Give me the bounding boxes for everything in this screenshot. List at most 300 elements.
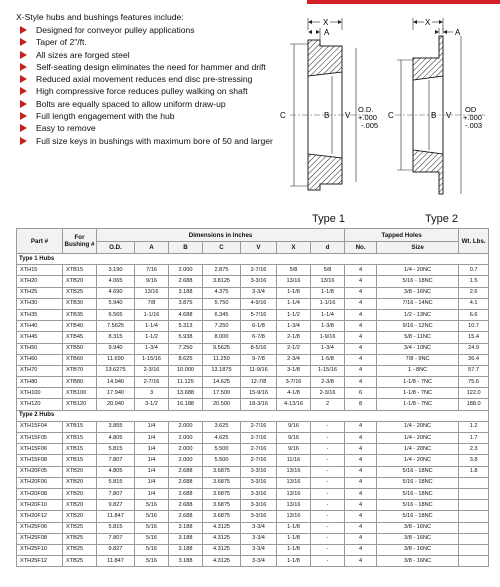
table-cell: 1-1/8 - 7NC [377, 388, 459, 399]
type2-b-label: B [431, 111, 437, 120]
table-cell: 5/8 - 11NC [377, 332, 459, 343]
table-cell: 11.125 [169, 377, 203, 388]
table-cell: XTH25F12 [17, 556, 63, 567]
header-c: C [203, 242, 241, 254]
type2-v-label: V [446, 111, 452, 120]
table-cell: 5/16 [135, 522, 169, 533]
table-cell: 1-1/4 [277, 298, 311, 309]
table-cell: 3.6875 [203, 477, 241, 488]
header-wt: Wt. Lbs. [459, 229, 489, 254]
table-cell: 4 [345, 556, 377, 567]
table-cell: 3.8125 [203, 276, 241, 287]
table-cell: 14.625 [203, 377, 241, 388]
table-cell: 4 [345, 287, 377, 298]
table-cell: 17.940 [97, 388, 135, 399]
table-cell: 11.690 [97, 354, 135, 365]
feature-item [16, 111, 286, 121]
table-cell: XTB15 [63, 265, 97, 276]
table-cell: 3-3/4 [241, 533, 277, 544]
table-cell: XTB80 [63, 377, 97, 388]
table-cell: 13/16 [277, 500, 311, 511]
table-cell: 4 [345, 477, 377, 488]
table-cell: 5.750 [203, 298, 241, 309]
table-cell: 2.000 [169, 433, 203, 444]
table-cell: XTB20 [63, 276, 97, 287]
table-cell: 1-3/4 [311, 343, 345, 354]
table-cell: 1.5 [459, 276, 489, 287]
table-cell: 14.940 [97, 377, 135, 388]
table-cell [459, 544, 489, 555]
table-cell: 3/4 - 10NC [377, 343, 459, 354]
header-dimensions: Dimensions in Inches [97, 229, 345, 242]
table-cell: XTH15F08 [17, 455, 63, 466]
arrow-bullet-icon [20, 124, 27, 132]
table-cell: 5/8 [311, 265, 345, 276]
table-cell: 3.188 [169, 556, 203, 567]
table-cell: 3-1/2 [135, 399, 169, 410]
arrow-bullet-icon [20, 100, 27, 108]
header-b: B [169, 242, 203, 254]
table-cell: 6.345 [203, 309, 241, 320]
table-cell: 6-7/8 [241, 332, 277, 343]
table-row [17, 522, 489, 533]
type1-od-label: O.D. [358, 105, 374, 114]
header-x: X [277, 242, 311, 254]
table-cell: 4.3125 [203, 556, 241, 567]
table-cell: XTB45 [63, 332, 97, 343]
table-cell: XTB25 [63, 544, 97, 555]
table-cell: 1-1/8 - 7NC [377, 399, 459, 410]
header-accent-bar [307, 0, 500, 4]
table-cell [459, 511, 489, 522]
table-cell: 5/16 [135, 544, 169, 555]
table-cell: 2-7/16 [241, 433, 277, 444]
type1-v-label: V [345, 111, 351, 120]
table-cell: XTH15F06 [17, 444, 63, 455]
type2-tol-minus: -.003 [465, 121, 483, 130]
feature-text: High compressive force reduces pulley walking on shaft [36, 86, 248, 97]
table-cell: 2.000 [169, 455, 203, 466]
table-cell: 15.4 [459, 332, 489, 343]
table-cell: 4.375 [203, 287, 241, 298]
table-cell: 4.688 [169, 309, 203, 320]
table-cell: XTH100 [17, 388, 63, 399]
table-row [17, 544, 489, 555]
table-cell: 12-7/8 [241, 377, 277, 388]
table-cell: 2-3/4 [277, 354, 311, 365]
table-cell: 5/16 - 18NC [377, 477, 459, 488]
table-cell: 4 [345, 276, 377, 287]
table-cell: XTH35 [17, 309, 63, 320]
table-cell: 2.688 [169, 477, 203, 488]
table-cell: 3 [135, 388, 169, 399]
table-cell: 11.847 [97, 556, 135, 567]
table-cell: XTH30 [17, 298, 63, 309]
table-cell: 4 [345, 332, 377, 343]
table-cell: 5/16 - 18NC [377, 500, 459, 511]
table-cell: 7.5625 [97, 321, 135, 332]
table-cell: 13.688 [169, 388, 203, 399]
table-cell: 1-1/8 - 7NC [377, 377, 459, 388]
table-cell: 5.815 [97, 444, 135, 455]
type2-x-label: X [425, 18, 431, 27]
table-cell: XTB25 [63, 287, 97, 298]
table-cell: 11-9/16 [241, 365, 277, 376]
feature-item [16, 74, 286, 84]
type2-a-label: A [455, 28, 461, 37]
table-cell: - [311, 444, 345, 455]
table-cell: XTB25 [63, 522, 97, 533]
table-cell: 2.6 [459, 287, 489, 298]
table-cell: 13/16 [277, 466, 311, 477]
table-row [17, 455, 489, 466]
table-cell: 5/16 - 18NC [377, 488, 459, 499]
feature-item [16, 136, 286, 146]
table-cell: XTB25 [63, 556, 97, 567]
type1-c-label: C [280, 111, 286, 120]
table-cell: 4.1 [459, 298, 489, 309]
table-cell: 5.815 [97, 522, 135, 533]
table-cell: 2.688 [169, 276, 203, 287]
table-cell: 3-3/16 [241, 511, 277, 522]
table-cell: 5.313 [169, 321, 203, 332]
table-cell: 3.188 [169, 544, 203, 555]
feature-text: Self-seating design eliminates the need for hammer and drift [36, 61, 266, 72]
table-cell: 3-3/16 [241, 500, 277, 511]
feature-item [16, 99, 286, 109]
type1-tol-plus: +.000 [358, 113, 377, 122]
table-cell: 13/16 [135, 287, 169, 298]
table-row [17, 287, 489, 298]
table-cell: 1-3/4 [135, 343, 169, 354]
table-cell: 4 [345, 500, 377, 511]
table-row [17, 556, 489, 567]
table-cell: 4 [345, 298, 377, 309]
table-cell: 5-7/16 [241, 309, 277, 320]
table-cell: 7/8 - 9NC [377, 354, 459, 365]
table-cell: - [311, 466, 345, 477]
table-cell: 5.500 [203, 444, 241, 455]
feature-item [16, 25, 286, 35]
table-cell: - [311, 421, 345, 432]
table-cell: 3.875 [169, 298, 203, 309]
table-cell: 5/16 - 18NC [377, 276, 459, 287]
table-cell: 2-7/16 [241, 265, 277, 276]
table-cell: 1-5/8 [311, 354, 345, 365]
table-cell: 4.3125 [203, 522, 241, 533]
table-cell: 3/8 - 16NC [377, 287, 459, 298]
table-cell: 11.250 [203, 354, 241, 365]
table-cell: 1-9/16 [311, 332, 345, 343]
header-a: A [135, 242, 169, 254]
header-size: Size [377, 242, 459, 254]
table-cell: 4 [345, 354, 377, 365]
table-cell: 2.688 [169, 511, 203, 522]
table-row [17, 354, 489, 365]
table-cell: 1/4 - 20NC [377, 433, 459, 444]
feature-text: All sizes are forged steel [36, 49, 130, 60]
type1-a-label: A [324, 28, 330, 37]
table-cell: 1.8 [459, 466, 489, 477]
feature-text: Taper of 2"/ft. [36, 37, 87, 48]
table-cell: 4.805 [97, 466, 135, 477]
table-row [17, 533, 489, 544]
table-cell: 4-1/8 [277, 388, 311, 399]
type2-tol-plus: +.000 [463, 113, 482, 122]
table-cell: 9.827 [97, 500, 135, 511]
table-cell: 9-7/8 [241, 354, 277, 365]
table-cell: 2-3/8 [311, 377, 345, 388]
table-cell: XTB60 [63, 354, 97, 365]
table-cell: 3.188 [169, 287, 203, 298]
section-title: Type 2 Hubs [17, 410, 489, 421]
table-cell: 11.847 [97, 511, 135, 522]
table-row [17, 298, 489, 309]
table-cell: 2.000 [169, 421, 203, 432]
section-row [17, 410, 489, 421]
table-cell: 4 [345, 377, 377, 388]
table-cell: 7.807 [97, 533, 135, 544]
specs-table [16, 228, 489, 567]
table-cell: 7.250 [169, 343, 203, 354]
table-cell: XTH50 [17, 343, 63, 354]
table-row [17, 477, 489, 488]
table-cell: XTB50 [63, 343, 97, 354]
feature-text: Bolts are equally spaced to allow uniform draw-up [36, 98, 226, 109]
type1-tol-minus: -.005 [361, 121, 379, 130]
table-row [17, 276, 489, 287]
header-v: V [241, 242, 277, 254]
table-cell [459, 477, 489, 488]
table-cell: XTH20F10 [17, 500, 63, 511]
table-cell: 3/8 - 16NC [377, 533, 459, 544]
table-cell: XTH15F04 [17, 421, 63, 432]
arrow-bullet-icon [20, 87, 27, 95]
feature-list [16, 25, 286, 148]
table-cell: 11/16 [277, 455, 311, 466]
type2-c-label: C [388, 111, 394, 120]
table-cell: XTB30 [63, 298, 97, 309]
table-cell: XTB15 [63, 444, 97, 455]
feature-item [16, 86, 286, 96]
table-cell: 9.940 [97, 343, 135, 354]
type2-caption: Type 2 [425, 213, 459, 225]
table-cell: 4 [345, 321, 377, 332]
table-cell: 3/8 - 16NC [377, 544, 459, 555]
table-cell: 1.7 [459, 433, 489, 444]
arrow-bullet-icon [20, 26, 27, 34]
table-cell: XTH80 [17, 377, 63, 388]
table-cell: 13/16 [311, 276, 345, 287]
table-cell: 75.6 [459, 377, 489, 388]
table-cell [459, 556, 489, 567]
table-cell: XTH20F06 [17, 477, 63, 488]
feature-item [16, 50, 286, 60]
table-cell: - [311, 488, 345, 499]
feature-text: Full length engagement with the hub [36, 111, 175, 122]
table-cell: XTH15 [17, 265, 63, 276]
table-cell: 1-1/2 [135, 332, 169, 343]
table-row [17, 466, 489, 477]
table-cell: 1/4 [135, 488, 169, 499]
table-cell: 3-1/8 [277, 365, 311, 376]
table-cell: 57.7 [459, 365, 489, 376]
table-cell: XTB15 [63, 455, 97, 466]
table-cell: 4 [345, 533, 377, 544]
table-cell: 4-9/16 [241, 298, 277, 309]
table-cell: 4 [345, 421, 377, 432]
table-cell: XTH20 [17, 276, 63, 287]
table-cell: - [311, 477, 345, 488]
table-cell: 7/8 [135, 298, 169, 309]
table-cell: 5/16 [135, 500, 169, 511]
table-cell: 3/8 - 16NC [377, 522, 459, 533]
table-cell: 2-1/2 [277, 343, 311, 354]
intro-text: X-Style hubs and bushings features include: [16, 12, 184, 22]
table-cell: 9/16 [135, 276, 169, 287]
feature-item [16, 37, 286, 47]
header-bushing: For Bushing # [63, 229, 97, 254]
table-cell: 1/4 [135, 455, 169, 466]
table-cell: XTB20 [63, 500, 97, 511]
header-part: Part # [17, 229, 63, 254]
table-row [17, 343, 489, 354]
table-cell: 8-5/16 [241, 343, 277, 354]
table-cell: XTB20 [63, 488, 97, 499]
table-cell: 4 [345, 265, 377, 276]
table-cell: 2-3/16 [135, 365, 169, 376]
table-cell: 5/16 [135, 511, 169, 522]
table-row [17, 421, 489, 432]
table-cell: 4.805 [97, 433, 135, 444]
table-row [17, 433, 489, 444]
table-row [17, 388, 489, 399]
table-cell: 5/16 [135, 556, 169, 567]
table-cell: 7/16 - 14NC [377, 298, 459, 309]
table-cell: 1-1/4 [311, 309, 345, 320]
table-cell: 3.6875 [203, 466, 241, 477]
table-cell: 4.690 [97, 287, 135, 298]
table-cell: 1/4 [135, 421, 169, 432]
table-cell: 1-1/16 [135, 309, 169, 320]
table-cell: 2-7/16 [241, 444, 277, 455]
table-cell: 24.9 [459, 343, 489, 354]
table-cell: - [311, 511, 345, 522]
table-cell: XTB25 [63, 533, 97, 544]
table-cell: 5/16 - 18NC [377, 466, 459, 477]
table-cell: 1/4 [135, 477, 169, 488]
table-cell: 2-7/16 [135, 377, 169, 388]
table-cell [459, 500, 489, 511]
table-cell: 7/16 [135, 265, 169, 276]
table-cell: 7.807 [97, 455, 135, 466]
table-cell: 1/4 - 20NC [377, 265, 459, 276]
table-cell: - [311, 433, 345, 444]
table-cell: 4 [345, 309, 377, 320]
table-cell: 2.688 [169, 488, 203, 499]
table-cell: 2.688 [169, 466, 203, 477]
section-title: Type 1 Hubs [17, 254, 489, 265]
table-cell: 13/16 [277, 488, 311, 499]
table-cell: XTH20F08 [17, 488, 63, 499]
table-row [17, 377, 489, 388]
table-cell: XTH20F05 [17, 466, 63, 477]
table-cell: 3-3/16 [241, 477, 277, 488]
table-cell: 3.6875 [203, 500, 241, 511]
table-cell: 1-3/4 [277, 321, 311, 332]
table-cell: 2.000 [169, 265, 203, 276]
table-row [17, 365, 489, 376]
table-cell: XTH60 [17, 354, 63, 365]
table-cell: 1/4 [135, 433, 169, 444]
table-cell: XTH20F12 [17, 511, 63, 522]
table-cell: 9.827 [97, 544, 135, 555]
feature-item [16, 62, 286, 72]
arrow-bullet-icon [20, 51, 27, 59]
section-row [17, 254, 489, 265]
table-row [17, 321, 489, 332]
table-cell: 122.0 [459, 388, 489, 399]
table-cell: 4.3125 [203, 544, 241, 555]
table-cell: 3.6875 [203, 488, 241, 499]
table-cell: XTB20 [63, 511, 97, 522]
table-cell: 1-15/16 [135, 354, 169, 365]
table-cell: 0.7 [459, 265, 489, 276]
table-row [17, 500, 489, 511]
table-cell: 13/16 [277, 511, 311, 522]
feature-item [16, 123, 286, 133]
feature-text: Designed for conveyor pulley applications [36, 25, 195, 35]
table-cell: 20.940 [97, 399, 135, 410]
table-cell: 7.250 [203, 321, 241, 332]
table-cell: XTH40 [17, 321, 63, 332]
type2-od-label: OD [465, 105, 477, 114]
table-cell: 4.065 [97, 276, 135, 287]
table-cell: - [311, 544, 345, 555]
table-cell: XTB15 [63, 421, 97, 432]
table-cell: 3.625 [203, 421, 241, 432]
table-cell: 1-1/8 [277, 522, 311, 533]
table-cell: XTH25F06 [17, 522, 63, 533]
table-cell: 5.940 [97, 298, 135, 309]
table-cell: XTB20 [63, 477, 97, 488]
table-cell: 1/4 - 20NC [377, 455, 459, 466]
table-cell: 2.3 [459, 444, 489, 455]
table-cell: 3.6875 [203, 511, 241, 522]
table-cell: 36.4 [459, 354, 489, 365]
table-cell: 3-3/16 [241, 276, 277, 287]
table-cell: 3-3/4 [241, 287, 277, 298]
header-d: d [311, 242, 345, 254]
table-cell: 4 [345, 444, 377, 455]
type1-caption: Type 1 [312, 213, 346, 225]
table-cell: XTB70 [63, 365, 97, 376]
table-cell: XTB120 [63, 399, 97, 410]
table-cell: 4-13/16 [277, 399, 311, 410]
table-cell: 5.815 [97, 477, 135, 488]
table-cell [459, 533, 489, 544]
table-cell: XTB35 [63, 309, 97, 320]
table-cell: 8.315 [97, 332, 135, 343]
table-cell: 1-1/8 [277, 533, 311, 544]
table-cell: 2.688 [169, 500, 203, 511]
table-cell: 5.938 [169, 332, 203, 343]
table-cell: 1-1/4 [135, 321, 169, 332]
table-cell: 20.500 [203, 399, 241, 410]
arrow-bullet-icon [20, 137, 27, 145]
table-cell: XTH25F08 [17, 533, 63, 544]
table-cell: 4.3125 [203, 533, 241, 544]
